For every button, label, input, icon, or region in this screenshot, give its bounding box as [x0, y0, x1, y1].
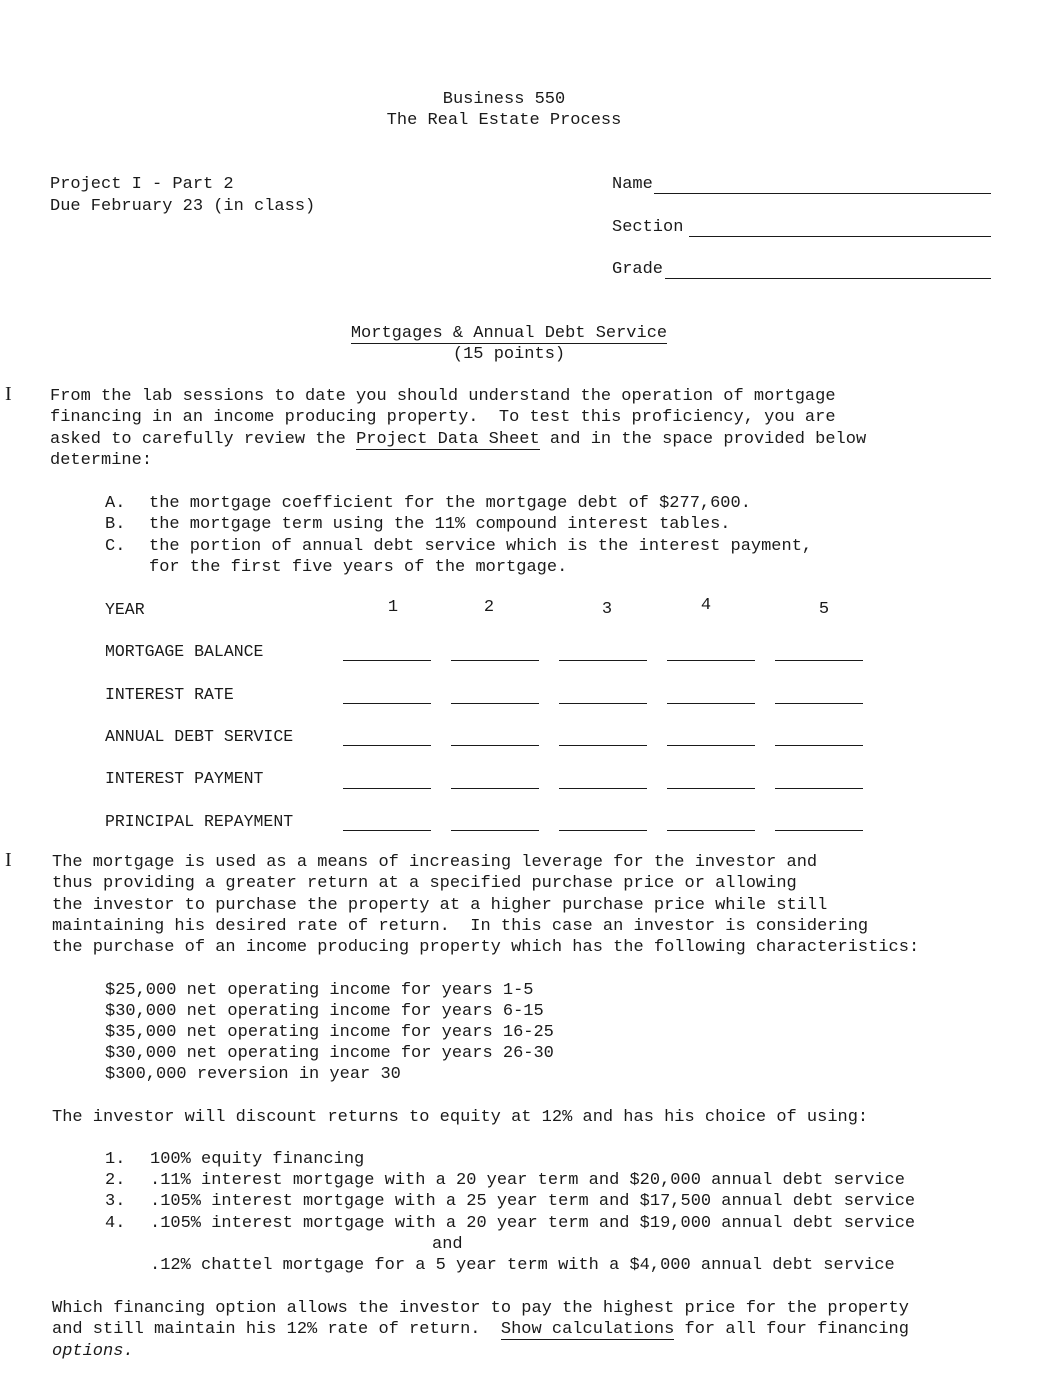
blank-cell[interactable]	[343, 703, 431, 704]
project-part: Project I - Part 2	[50, 175, 234, 194]
item-c-letter: C.	[105, 537, 126, 556]
blank-cell[interactable]	[667, 788, 755, 789]
item-b-text: the mortgage term using the 11% compound interest tables.	[149, 515, 731, 534]
course-title: The Real Estate Process	[386, 111, 622, 130]
item-b-letter: B.	[105, 515, 126, 534]
blank-cell[interactable]	[559, 788, 647, 789]
row-label-annual-debt-service: ANNUAL DEBT SERVICE	[105, 727, 294, 746]
option-text: .105% interest mortgage with a 20 year term and $19,000 annual debt service	[150, 1214, 916, 1233]
blank-cell[interactable]	[451, 660, 539, 661]
blank-cell[interactable]	[343, 660, 431, 661]
section-points: (15 points)	[452, 345, 566, 364]
blank-cell[interactable]	[775, 745, 863, 746]
blank-cell[interactable]	[559, 745, 647, 746]
blank-cell[interactable]	[451, 703, 539, 704]
blank-cell[interactable]	[559, 660, 647, 661]
blank-cell[interactable]	[559, 830, 647, 831]
row-label-mortgage-balance: MORTGAGE BALANCE	[105, 642, 264, 661]
option-number: 3.	[105, 1192, 126, 1211]
blank-cell[interactable]	[667, 830, 755, 831]
and-text: and	[432, 1235, 463, 1254]
item-c-text: the portion of annual debt service which is the interest payment, for the first five years of the mortgage.	[149, 537, 813, 578]
blank-cell[interactable]	[667, 660, 755, 661]
name-label: Name	[612, 175, 653, 194]
part1-marker: I	[5, 383, 12, 405]
part2-intro: The mortgage is used as a means of increasing leverage for the investor and thus providing a greater return at a specified purchase price or allowing the investor to purchase the property at a higher purchase price while still maintaining his desired rate of return. In this case an investor is considering the purchase of an income producing property which has the following characteristics:	[52, 853, 920, 958]
final-question-text: Which financing option allows the investor to pay the highest price for the property and still maintain his 12% rate of return.	[52, 1299, 909, 1340]
grade-field[interactable]	[665, 278, 991, 279]
section-title	[0, 323, 1018, 344]
characteristic-item: $300,000 reversion in year 30	[105, 1065, 401, 1084]
blank-cell[interactable]	[451, 830, 539, 831]
part1-intro-end: and in the space provided below determine:	[50, 429, 867, 470]
year-3: 3	[601, 600, 613, 619]
chattel-option: .12% chattel mortgage for a 5 year term with a $4,000 annual debt service	[150, 1256, 895, 1275]
blank-cell[interactable]	[451, 788, 539, 789]
discount-text: The investor will discount returns to equity at 12% and has his choice of using:	[52, 1108, 869, 1127]
project-data-sheet-link: Project Data Sheet	[356, 429, 540, 449]
characteristic-item: $35,000 net operating income for years 16-25	[105, 1023, 554, 1042]
year-1: 1	[387, 598, 399, 617]
show-calculations-link: Show calculations	[500, 1320, 675, 1340]
blank-cell[interactable]	[775, 660, 863, 661]
part1-intro	[50, 386, 866, 471]
part1-intro-text: From the lab sessions to date you should understand the operation of mortgage financing in an income producing property. To test this proficiency, you are asked to carefully review the	[50, 387, 836, 449]
option-number: 4.	[105, 1214, 126, 1233]
blank-cell[interactable]	[559, 703, 647, 704]
item-a-letter: A.	[105, 494, 126, 513]
blank-cell[interactable]	[775, 788, 863, 789]
blank-cell[interactable]	[667, 745, 755, 746]
option-text: 100% equity financing	[150, 1150, 365, 1169]
section-title-text: Mortgages & Annual Debt Service	[350, 324, 668, 343]
year-5: 5	[818, 600, 830, 619]
option-text: .11% interest mortgage with a 20 year term and $20,000 annual debt service	[150, 1171, 905, 1190]
blank-cell[interactable]	[775, 830, 863, 831]
blank-cell[interactable]	[667, 703, 755, 704]
characteristic-item: $30,000 net operating income for years 26-30	[105, 1044, 554, 1063]
option-text: .105% interest mortgage with a 25 year term and $17,500 annual debt service	[150, 1192, 916, 1211]
section-field[interactable]	[689, 236, 991, 237]
course-number: Business 550	[442, 90, 566, 109]
section-label: Section	[612, 218, 684, 237]
option-number: 2.	[105, 1171, 126, 1190]
name-field[interactable]	[654, 193, 991, 194]
final-question	[52, 1298, 909, 1341]
row-label-principal-repayment: PRINCIPAL REPAYMENT	[105, 812, 294, 831]
item-a-text: the mortgage coefficient for the mortgage debt of $277,600.	[149, 494, 751, 513]
final-question-tail: options.	[52, 1342, 134, 1361]
blank-cell[interactable]	[343, 830, 431, 831]
part2-marker: I	[5, 849, 12, 871]
characteristic-item: $30,000 net operating income for years 6-15	[105, 1002, 544, 1021]
blank-cell[interactable]	[775, 703, 863, 704]
due-date: Due February 23 (in class)	[50, 197, 316, 216]
grade-label: Grade	[612, 260, 664, 279]
row-label-interest-rate: INTEREST RATE	[105, 685, 234, 704]
year-2: 2	[483, 598, 495, 617]
blank-cell[interactable]	[451, 745, 539, 746]
characteristic-item: $25,000 net operating income for years 1-5	[105, 981, 534, 1000]
year-label: YEAR	[105, 600, 145, 619]
blank-cell[interactable]	[343, 745, 431, 746]
final-question-end: for all four financing	[674, 1320, 909, 1340]
option-number: 1.	[105, 1150, 126, 1169]
year-4: 4	[700, 596, 712, 615]
row-label-interest-payment: INTEREST PAYMENT	[105, 769, 264, 788]
blank-cell[interactable]	[343, 788, 431, 789]
